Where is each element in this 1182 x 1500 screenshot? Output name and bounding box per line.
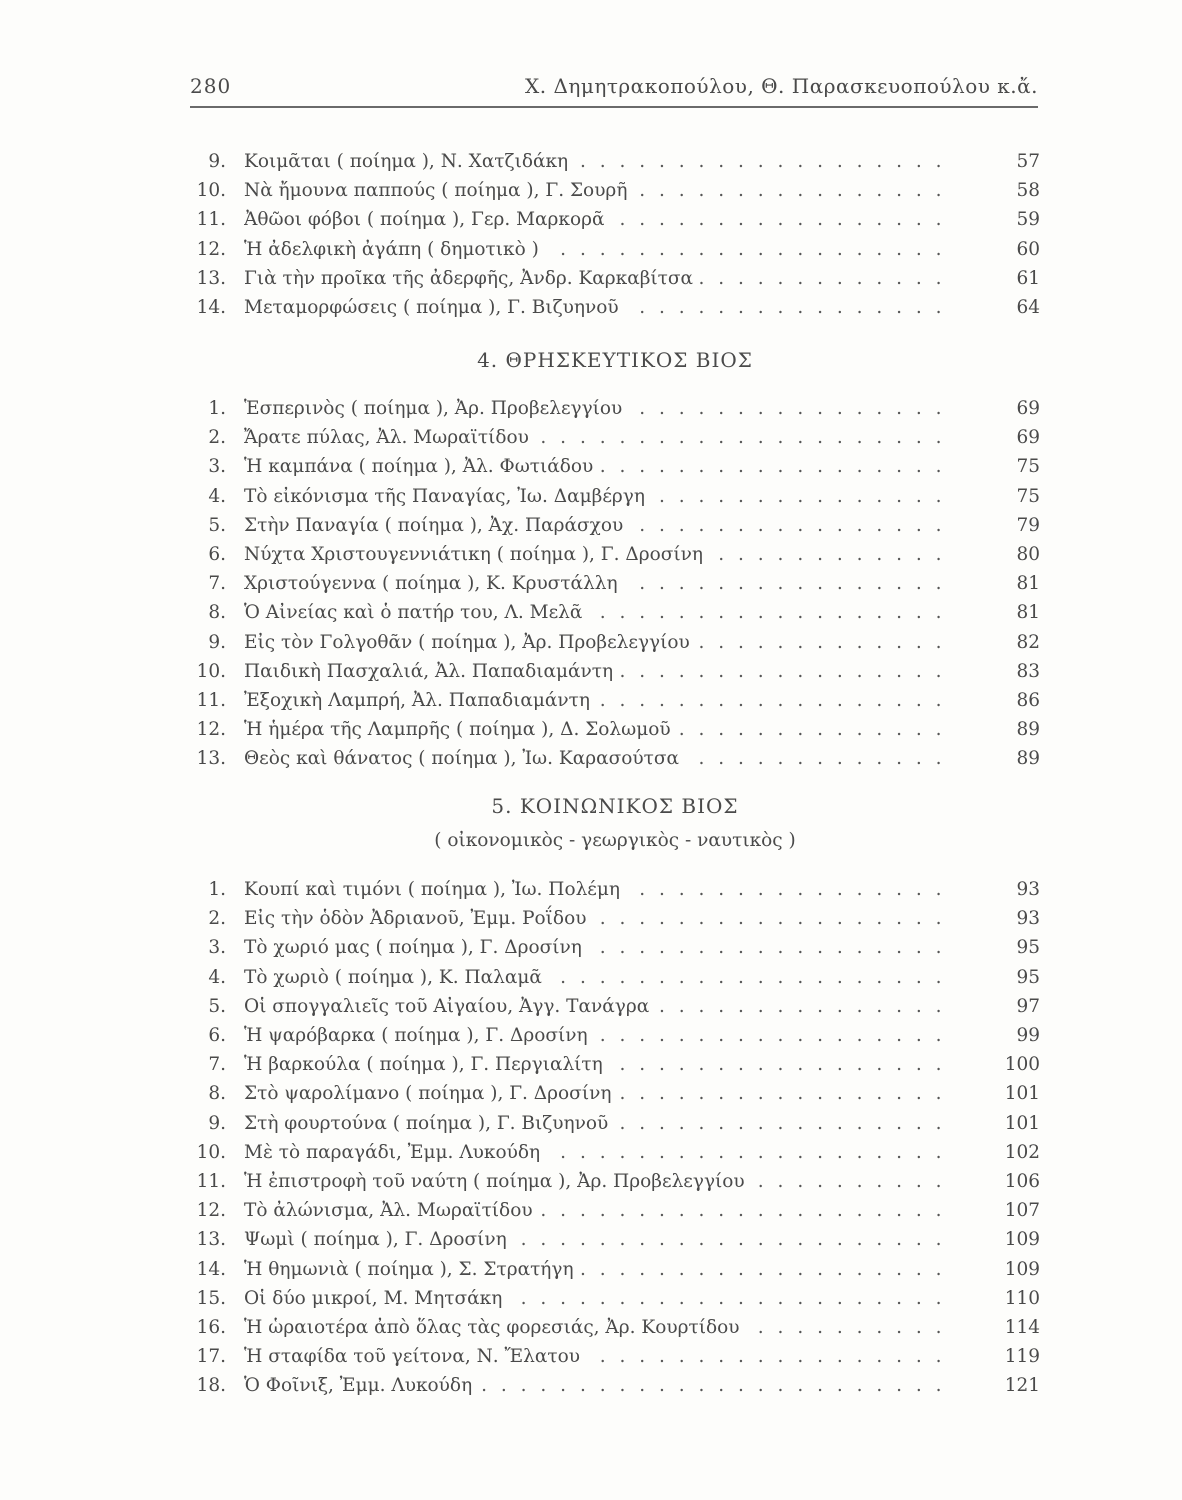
entry-page: 95	[1016, 966, 1040, 988]
entry-page: 64	[1016, 297, 1040, 318]
entry-page: 59	[1016, 209, 1040, 231]
entry-number: 10.	[196, 660, 226, 682]
toc-entry	[190, 1371, 1040, 1400]
entry-number: 11.	[196, 209, 226, 231]
entry-title: Ἄρατε πύλας, Ἀλ. Μωραϊτίδου . . .	[244, 423, 954, 452]
entry-page: 83	[1016, 660, 1040, 682]
section-heading: 4. ΘΡΗΣΚΕΥΤΙΚΟΣ ΒΙΟΣ	[477, 348, 753, 372]
entry-title: Ἡ θημωνιὰ ( ποίημα ), Σ. Στρατήγη . . .	[244, 1255, 954, 1284]
toc-entry	[190, 598, 1040, 627]
entry-title: Ἡ ἡμέρα τῆς Λαμπρῆς ( ποίημα ), Δ. Σολωμοῦ . . .	[244, 715, 954, 744]
entry-number: 9.	[208, 1112, 226, 1134]
header-rule	[190, 106, 1038, 108]
toc-entry	[190, 992, 1040, 1021]
entry-title: Οἱ δύο μικροί, Μ. Μητσάκη . . .	[244, 1284, 954, 1313]
entry-number: 10.	[196, 180, 226, 202]
toc-entry	[190, 147, 1040, 176]
toc-entry	[190, 963, 1040, 992]
toc-entry	[190, 686, 1040, 715]
entry-title: Μεταμορφώσεις ( ποίημα ), Γ. Βιζυηνοῦ . . .	[244, 293, 954, 322]
entry-number: 11.	[196, 690, 226, 711]
entry-number: 10.	[196, 1141, 226, 1163]
entry-number: 1.	[208, 398, 226, 419]
toc-entry	[190, 1196, 1040, 1225]
entry-page: 106	[1004, 1171, 1040, 1192]
entry-page: 75	[1016, 485, 1040, 507]
toc-entry	[190, 1021, 1040, 1050]
toc-entry	[190, 176, 1040, 205]
entry-number: 6.	[208, 1025, 226, 1046]
entry-page: 89	[1016, 748, 1040, 770]
entry-title: Εἰς τὸν Γολγοθᾶν ( ποίημα ), Ἀρ. Προβελεγγίου . . .	[244, 628, 954, 657]
entry-number: 15.	[196, 1287, 226, 1309]
page-number: 280	[190, 74, 232, 98]
toc-entry	[190, 205, 1040, 234]
entry-title: Τὸ χωριό μας ( ποίημα ), Γ. Δροσίνη . . .	[244, 933, 954, 962]
toc-entry	[190, 1079, 1040, 1108]
entry-number: 8.	[208, 1083, 226, 1105]
entry-number: 17.	[196, 1346, 226, 1368]
entry-title: Ὁ Φοῖνιξ, Ἐμμ. Λυκούδη . . .	[244, 1371, 954, 1400]
entry-page: 61	[1016, 267, 1040, 289]
entry-number: 9.	[208, 151, 226, 172]
entry-page: 89	[1016, 719, 1040, 741]
entry-title: Στὴν Παναγία ( ποίημα ), Ἀχ. Παράσχου . . .	[244, 511, 954, 540]
entry-number: 3.	[208, 456, 226, 478]
entry-page: 102	[1004, 1141, 1040, 1163]
toc-entry	[190, 1225, 1040, 1254]
toc-entry	[190, 264, 1040, 293]
entry-number: 18.	[196, 1375, 226, 1397]
toc-entry	[190, 1313, 1040, 1342]
entry-page: 109	[1004, 1229, 1040, 1251]
entry-number: 4.	[208, 485, 226, 507]
toc-entry	[190, 875, 1040, 904]
entry-page: 69	[1016, 427, 1040, 449]
entry-page: 100	[1004, 1054, 1040, 1076]
entry-title: Θεὸς καὶ θάνατος ( ποίημα ), Ἰω. Καρασούτσα . . .	[244, 744, 954, 773]
entry-title: Ἐξοχικὴ Λαμπρή, Ἀλ. Παπαδιαμάντη . . .	[244, 686, 954, 715]
entry-title: Εἰς τὴν ὁδὸν Ἀδριανοῦ, Ἐμμ. Ροΐδου . . .	[244, 904, 954, 933]
toc-entry	[190, 1050, 1040, 1079]
entry-number: 7.	[208, 1054, 226, 1076]
entry-number: 13.	[196, 1229, 226, 1251]
toc-entry	[190, 569, 1040, 598]
entry-title: Γιὰ τὴν προῖκα τῆς ἀδερφῆς, Ἀνδρ. Καρκαβίτσα . . .	[244, 264, 954, 293]
entry-number: 1.	[208, 879, 226, 900]
entry-title: Οἱ σπογγαλιεῖς τοῦ Αἰγαίου, Ἀγγ. Τανάγρα . . .	[244, 992, 954, 1021]
toc-entry	[190, 540, 1040, 569]
entry-page: 119	[1004, 1346, 1040, 1368]
entry-number: 12.	[196, 719, 226, 741]
toc-entry	[190, 1255, 1040, 1284]
entry-page: 58	[1016, 180, 1040, 202]
toc-entry	[190, 657, 1040, 686]
entry-page: 101	[1004, 1112, 1040, 1134]
entry-number: 14.	[196, 297, 226, 318]
toc-entry	[190, 423, 1040, 452]
entry-title: Στὴ φουρτούνα ( ποίημα ), Γ. Βιζυηνοῦ . . .	[244, 1109, 954, 1138]
entry-page: 81	[1016, 602, 1040, 624]
entry-page: 86	[1016, 690, 1040, 711]
toc-entry	[190, 452, 1040, 481]
toc-entry	[190, 1109, 1040, 1138]
entry-number: 12.	[196, 238, 226, 260]
toc-entry	[190, 1284, 1040, 1313]
toc-entry	[190, 628, 1040, 657]
entry-page: 80	[1016, 544, 1040, 565]
entry-title: Κουπί καὶ τιμόνι ( ποίημα ), Ἰω. Πολέμη . . .	[244, 875, 954, 904]
entry-title: Ἡ ὡραιοτέρα ἀπὸ ὅλας τὰς φορεσιάς, Ἀρ. Κουρτίδου . . .	[244, 1313, 954, 1342]
entry-title: Τὸ εἰκόνισμα τῆς Παναγίας, Ἰω. Δαμβέργη . . .	[244, 482, 954, 511]
toc-entry	[190, 933, 1040, 962]
entry-number: 12.	[196, 1200, 226, 1222]
entry-number: 11.	[196, 1171, 226, 1192]
entry-number: 5.	[208, 514, 226, 536]
entry-page: 121	[1004, 1375, 1040, 1397]
entry-title: Ἡ ψαρόβαρκα ( ποίημα ), Γ. Δροσίνη . . .	[244, 1021, 954, 1050]
running-title: Χ. Δημητρακοπούλου, Θ. Παρασκευοπούλου κ.ἄ.	[525, 74, 1038, 98]
entry-title: Ἡ σταφίδα τοῦ γείτονα, Ν. Ἔλατου . . .	[244, 1342, 954, 1371]
entry-title: Μὲ τὸ παραγάδι, Ἐμμ. Λυκούδη . . .	[244, 1138, 954, 1167]
entry-number: 6.	[208, 544, 226, 565]
entry-page: 57	[1016, 151, 1040, 172]
entry-number: 7.	[208, 573, 226, 595]
entry-number: 5.	[208, 995, 226, 1017]
toc-entry	[190, 1167, 1040, 1196]
entry-page: 93	[1016, 908, 1040, 930]
entry-number: 2.	[208, 908, 226, 930]
toc-entry	[190, 1342, 1040, 1371]
entry-number: 3.	[208, 937, 226, 959]
toc-entry	[190, 511, 1040, 540]
entry-title: Νὰ ἤμουνα παππούς ( ποίημα ), Γ. Σουρῆ . . .	[244, 176, 954, 205]
toc-entry	[190, 482, 1040, 511]
entry-number: 9.	[208, 631, 226, 653]
entry-page: 107	[1004, 1200, 1040, 1222]
entry-page: 75	[1016, 456, 1040, 478]
toc-entry	[190, 394, 1040, 423]
toc-entry	[190, 235, 1040, 264]
entry-page: 81	[1016, 573, 1040, 595]
entry-title: Τὸ χωριὸ ( ποίημα ), Κ. Παλαμᾶ . . .	[244, 963, 954, 992]
entry-page: 79	[1016, 514, 1040, 536]
entry-title: Ἡ ἐπιστροφὴ τοῦ ναύτη ( ποίημα ), Ἀρ. Προβελεγγίου . . .	[244, 1167, 954, 1196]
section-heading: 5. ΚΟΙΝΩΝΙΚΟΣ ΒΙΟΣ	[491, 794, 739, 818]
section-subtitle: ( οἰκονομικὸς - γεωργικὸς - ναυτικὸς )	[434, 830, 796, 851]
entry-title: Τὸ ἀλώνισμα, Ἀλ. Μωραϊτίδου . . .	[244, 1196, 954, 1225]
entry-title: Ἡ βαρκούλα ( ποίημα ), Γ. Περγιαλίτη . . .	[244, 1050, 954, 1079]
entry-title: Ἡ ἀδελφικὴ ἀγάπη ( δημοτικὸ ) . . .	[244, 235, 954, 264]
entry-number: 13.	[196, 267, 226, 289]
entry-page: 95	[1016, 937, 1040, 959]
entry-title: Ἀθῶοι φόβοι ( ποίημα ), Γερ. Μαρκορᾶ . . .	[244, 205, 954, 234]
entry-page: 82	[1016, 631, 1040, 653]
toc-entry	[190, 715, 1040, 744]
entry-page: 114	[1004, 1317, 1040, 1338]
toc-entry	[190, 744, 1040, 773]
entry-title: Χριστούγεννα ( ποίημα ), Κ. Κρυστάλλη . . .	[244, 569, 954, 598]
entry-page: 110	[1004, 1287, 1040, 1309]
toc-entry	[190, 1138, 1040, 1167]
entry-title: Ψωμὶ ( ποίημα ), Γ. Δροσίνη . . .	[244, 1225, 954, 1254]
entry-page: 93	[1016, 879, 1040, 900]
entry-number: 13.	[196, 748, 226, 770]
toc-entry	[190, 293, 1040, 322]
entry-number: 2.	[208, 427, 226, 449]
entry-page: 101	[1004, 1083, 1040, 1105]
entry-title: Στὸ ψαρολίμανο ( ποίημα ), Γ. Δροσίνη . . .	[244, 1079, 954, 1108]
entry-page: 109	[1004, 1258, 1040, 1280]
entry-title: Ὁ Αἰνείας καὶ ὁ πατήρ του, Λ. Μελᾶ . . .	[244, 598, 954, 627]
entry-page: 60	[1016, 238, 1040, 260]
entry-page: 99	[1016, 1025, 1040, 1046]
entry-number: 16.	[196, 1317, 226, 1338]
entry-number: 8.	[208, 602, 226, 624]
entry-title: Κοιμᾶται ( ποίημα ), Ν. Χατζιδάκη . . .	[244, 147, 954, 176]
entry-title: Νύχτα Χριστουγεννιάτικη ( ποίημα ), Γ. Δροσίνη . . .	[244, 540, 954, 569]
entry-title: Ἑσπερινὸς ( ποίημα ), Ἀρ. Προβελεγγίου . . .	[244, 394, 954, 423]
entry-title: Ἡ καμπάνα ( ποίημα ), Ἀλ. Φωτιάδου . . .	[244, 452, 954, 481]
entry-title: Παιδικὴ Πασχαλιά, Ἀλ. Παπαδιαμάντη . . .	[244, 657, 954, 686]
page-header	[190, 70, 1038, 106]
entry-number: 4.	[208, 966, 226, 988]
entry-page: 97	[1016, 995, 1040, 1017]
entry-number: 14.	[196, 1258, 226, 1280]
toc-entry	[190, 904, 1040, 933]
entry-page: 69	[1016, 398, 1040, 419]
